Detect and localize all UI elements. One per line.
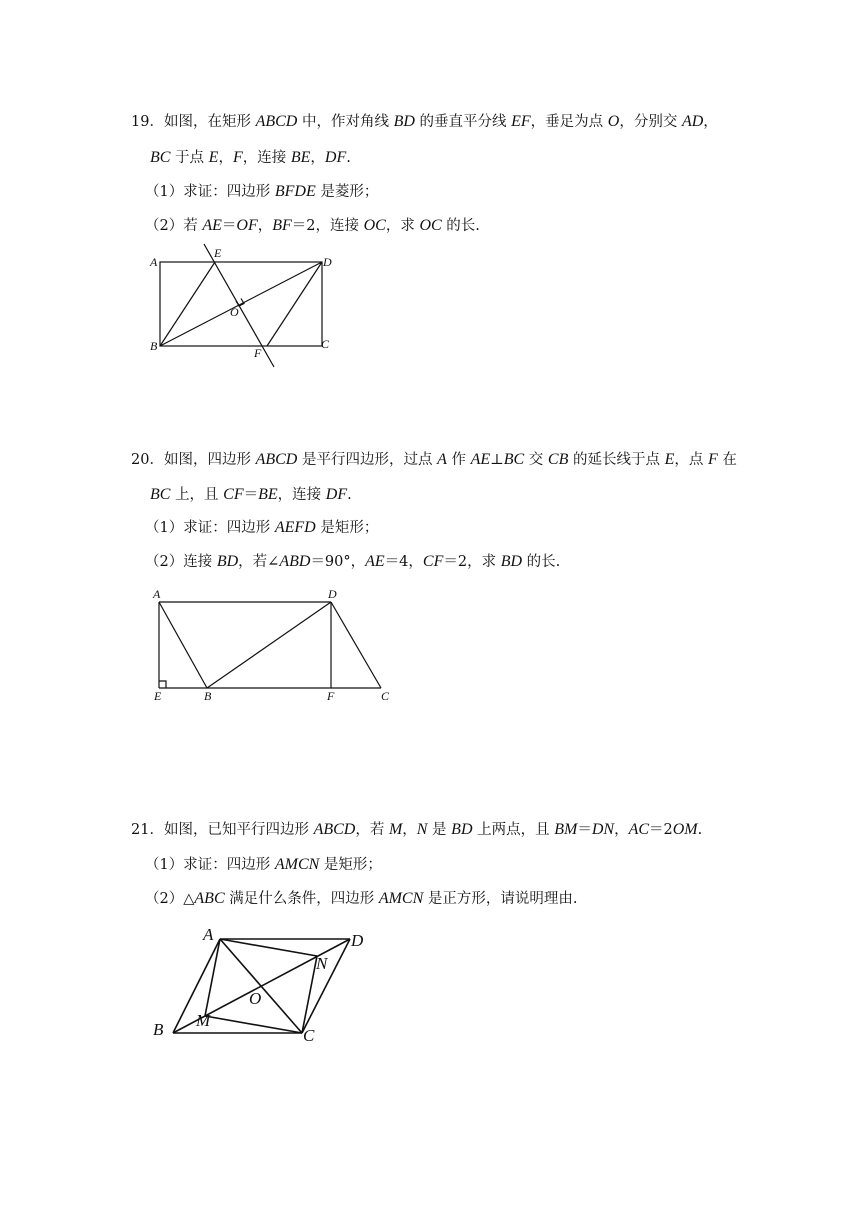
label-d: D	[328, 587, 337, 601]
label-d: D	[323, 255, 332, 269]
problem-19-part-1: （1）求证：四边形 BFDE 是菱形；	[145, 183, 379, 200]
diagonal-bd	[160, 262, 322, 346]
label-d: D	[351, 931, 364, 950]
problem-21-part-2: （2）△ABC 满足什么条件，四边形 AMCN 是正方形，请说明理由.	[145, 890, 578, 907]
segment-na	[220, 939, 317, 956]
problem-20-line-2: BC 上，且 CF＝BE，连接 DF.	[150, 486, 352, 503]
segment-df	[267, 262, 322, 346]
label-f: F	[327, 689, 335, 703]
label-o: O	[249, 989, 262, 1008]
problem-20-line-1: 20．如图，四边形 ABCD 是平行四边形，过点 A 作 AE⊥BC 交 CB 的延长线于点 E，点 F 在	[131, 451, 737, 468]
diagonal-ac	[220, 939, 302, 1033]
label-b: B	[204, 689, 212, 703]
label-c: C	[381, 689, 390, 703]
problem-21-line-1: 21．如图，已知平行四边形 ABCD，若 M，N 是 BD 上两点，且 BM＝DN，AC＝2OM.	[131, 821, 703, 838]
problem-19-line-1: 19．如图，在矩形 ABCD 中，作对角线 BD 的垂直平分线 EF，垂足为点 O，分别交 AD，	[131, 113, 718, 130]
problem-19-part-2: （2）若 AE＝OF，BF＝2，连接 OC，求 OC 的长.	[145, 217, 480, 234]
label-a: A	[153, 587, 161, 601]
segment-am	[205, 939, 220, 1016]
label-e: E	[154, 689, 162, 703]
label-m: M	[196, 1011, 211, 1030]
label-c: C	[321, 337, 330, 351]
segment-dc	[331, 602, 381, 688]
problem-20-part-1: （1）求证：四边形 AEFD 是矩形；	[145, 519, 379, 536]
problem-20-part-2: （2）连接 BD，若∠ABD＝90°，AE＝4，CF＝2，求 BD 的长.	[145, 553, 561, 570]
segment-be	[160, 262, 215, 346]
problem-20-figure	[140, 583, 400, 708]
problem-19-figure	[140, 240, 360, 375]
right-angle-mark-e	[159, 681, 166, 688]
segment-mc	[205, 1016, 302, 1033]
label-c: C	[303, 1026, 315, 1045]
problem-19-line-2: BC 于点 E，F，连接 BE，DF.	[150, 149, 351, 166]
label-o: O	[230, 305, 239, 319]
segment-ab	[159, 602, 207, 688]
label-a: A	[150, 255, 158, 269]
label-e: E	[214, 246, 222, 260]
label-f: F	[254, 346, 262, 360]
label-b: B	[150, 339, 158, 353]
label-n: N	[316, 954, 328, 973]
label-a: A	[203, 925, 214, 944]
label-b: B	[153, 1020, 164, 1039]
problem-21-figure	[145, 918, 385, 1048]
problem-21-part-1: （1）求证：四边形 AMCN 是矩形；	[145, 856, 382, 873]
segment-bd	[207, 602, 331, 688]
segment-cn	[302, 956, 317, 1033]
